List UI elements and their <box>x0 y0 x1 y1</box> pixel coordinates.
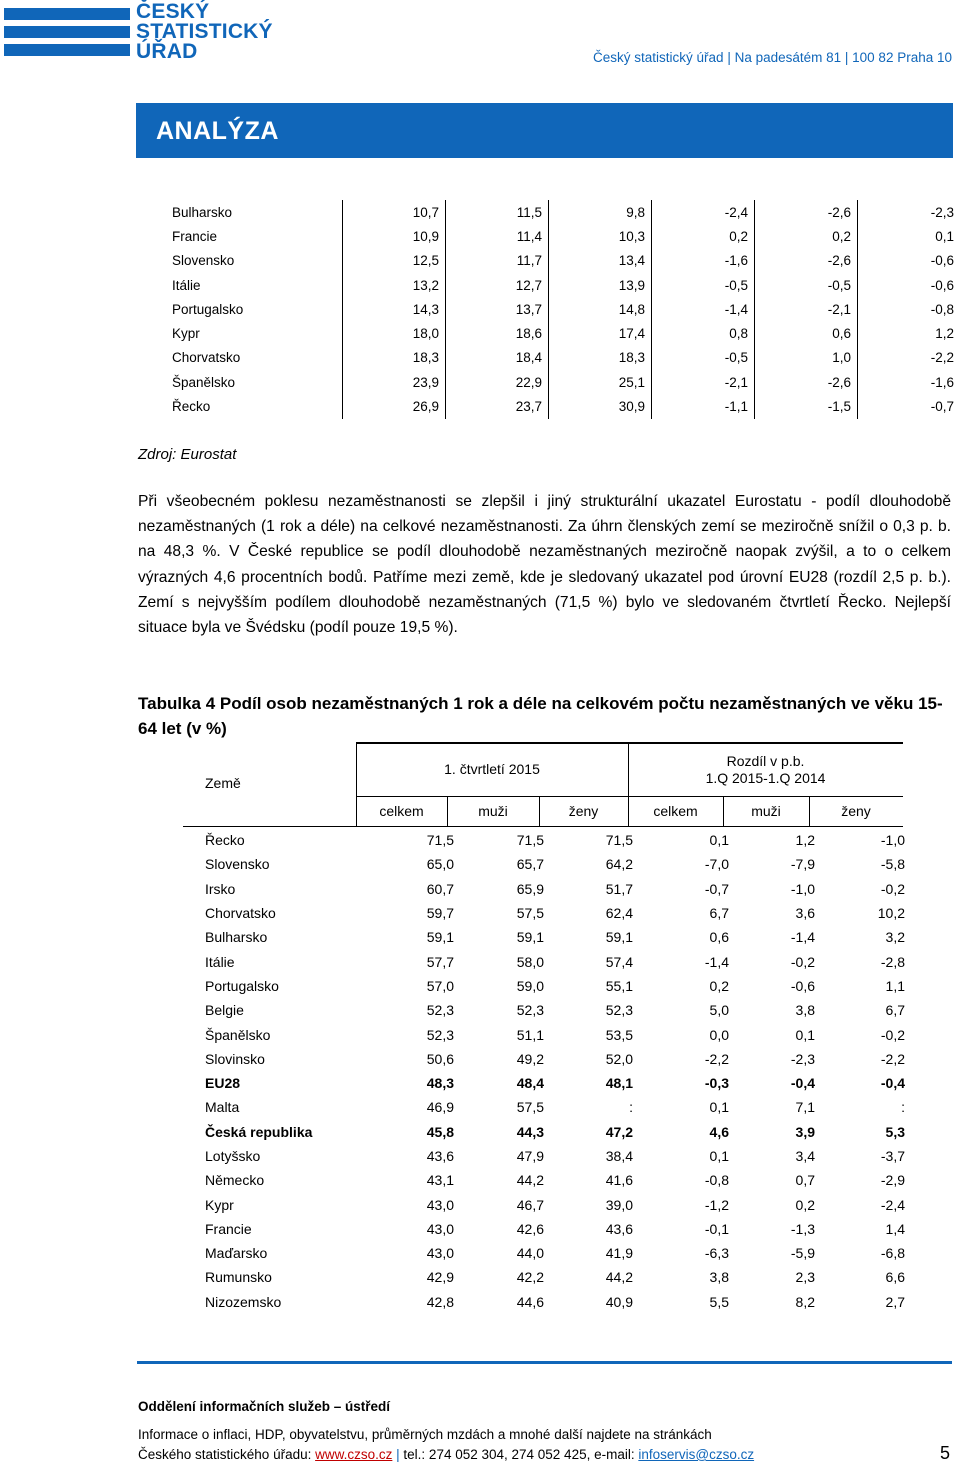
value-cell: 3,9 <box>795 1123 815 1140</box>
value-cell: -2,8 <box>880 953 905 970</box>
value-cell: 11,5 <box>446 200 549 224</box>
country-cell: Řecko <box>205 832 245 849</box>
footer-separator: | <box>396 1447 400 1462</box>
value-cell: 46,9 <box>426 1099 454 1116</box>
value-cell: 51,1 <box>516 1026 544 1043</box>
value-cell: 18,0 <box>343 321 446 345</box>
value-cell: -0,6 <box>858 273 960 297</box>
value-cell: 42,6 <box>516 1220 544 1237</box>
logo-bars <box>4 8 130 62</box>
table-row <box>166 394 960 418</box>
value-cell: 48,4 <box>516 1075 544 1092</box>
value-cell: -1,0 <box>880 832 905 849</box>
footer-prefix: Českého statistického úřadu: <box>138 1447 316 1462</box>
value-cell: 2,7 <box>885 1293 905 1310</box>
value-cell: 55,1 <box>605 977 633 994</box>
table-row <box>183 1265 911 1289</box>
country-cell: Německo <box>205 1172 265 1189</box>
column-group-header: Rozdíl v p.b. <box>726 753 805 769</box>
value-cell: 42,8 <box>426 1293 454 1310</box>
country-cell: Bulharsko <box>172 204 233 220</box>
value-cell: -1,2 <box>704 1196 729 1213</box>
value-cell: 5,3 <box>885 1123 905 1140</box>
value-cell: -2,3 <box>790 1050 815 1067</box>
value-cell: -0,1 <box>704 1220 729 1237</box>
value-cell: 25,1 <box>549 370 652 394</box>
country-cell: Belgie <box>205 1002 244 1019</box>
column-group-header: 1.Q 2015-1.Q 2014 <box>705 770 826 786</box>
column-subheader: celkem <box>379 803 424 819</box>
table-row <box>166 224 960 248</box>
value-cell: 57,7 <box>426 953 454 970</box>
value-cell: 57,4 <box>605 953 633 970</box>
value-cell: 58,0 <box>516 953 544 970</box>
value-cell: 71,5 <box>605 832 633 849</box>
value-cell: 62,4 <box>605 905 633 922</box>
country-cell: Lotyšsko <box>205 1148 261 1164</box>
value-cell: 65,0 <box>426 856 454 873</box>
value-cell: 10,9 <box>343 224 446 248</box>
body-paragraph: Při všeobecném poklesu nezaměstnanosti se zlepšil i jiný strukturální ukazatel Eurostatu - podíl dlouhodobě nezaměstnaných (1 rok a déle) na celkové nezaměstnanosti. Za úhrn členských zemí se meziročně snížil o 0,3 p. b. na 48,3 %. V České republice se podíl dlouhodobě nezaměstnaných meziročně naopak zvýšil, a to o celkem výrazných 4,6 procentních bodů. Patříme mezi země, kde je sledovaný ukazatel pod úrovní EU28 (rozdíl 2,5 p. b.). Zemí s nejvyšším podílem dlouhodobě nezaměstnaných (71,5 %) bylo ve sledovaném čtvrtletí Řecko. Nejlepší situace byla ve Švédsku (podíl pouze 19,5 %). <box>138 493 951 637</box>
top-table <box>166 200 960 419</box>
value-cell: -1,3 <box>790 1220 815 1237</box>
value-cell: -5,8 <box>880 856 905 873</box>
value-cell: 13,4 <box>549 249 652 273</box>
section-title: ANALÝZA <box>156 117 279 145</box>
table-row <box>183 1095 911 1119</box>
table-row <box>183 1192 911 1216</box>
value-cell: 26,9 <box>343 394 446 418</box>
value-cell: 8,2 <box>795 1293 815 1310</box>
value-cell: -0,6 <box>790 977 815 994</box>
value-cell: 60,7 <box>426 880 454 897</box>
country-cell: Irsko <box>205 880 236 897</box>
value-cell: 30,9 <box>549 394 652 418</box>
value-cell: 10,3 <box>549 224 652 248</box>
value-cell: 1,0 <box>755 346 858 370</box>
header-rule <box>356 796 903 797</box>
section-banner <box>136 103 953 158</box>
value-cell: 50,6 <box>426 1050 454 1067</box>
country-cell: Francie <box>172 228 218 244</box>
value-cell: 52,3 <box>426 1002 454 1019</box>
table-row <box>183 1217 911 1241</box>
value-cell: 2,3 <box>795 1269 815 1286</box>
value-cell: 0,1 <box>709 832 729 849</box>
value-cell: 43,0 <box>426 1196 454 1213</box>
value-cell: 12,5 <box>343 249 446 273</box>
value-cell: 18,4 <box>446 346 549 370</box>
table-row <box>166 346 960 370</box>
value-cell: -1,4 <box>704 953 729 970</box>
value-cell: 18,3 <box>549 346 652 370</box>
value-cell: 12,7 <box>446 273 549 297</box>
value-cell: -0,7 <box>858 394 960 418</box>
value-cell: 71,5 <box>426 832 454 849</box>
value-cell: 57,0 <box>426 977 454 994</box>
value-cell: 1,1 <box>885 977 905 994</box>
table-row <box>183 1290 911 1314</box>
value-cell: 42,9 <box>426 1269 454 1286</box>
value-cell: -2,6 <box>755 200 858 224</box>
value-cell: 6,6 <box>885 1269 905 1286</box>
value-cell: -0,5 <box>652 273 755 297</box>
footer-rule <box>137 1361 952 1364</box>
value-cell: 52,3 <box>426 1026 454 1043</box>
column-header-country: Země <box>205 775 241 791</box>
value-cell: 46,7 <box>516 1196 544 1213</box>
country-cell: Kypr <box>205 1196 234 1213</box>
country-cell: Španělsko <box>205 1026 271 1043</box>
country-cell: Portugalsko <box>172 301 244 317</box>
value-cell: -2,4 <box>652 200 755 224</box>
value-cell: 0,8 <box>652 321 755 345</box>
country-cell: Česká republika <box>205 1123 313 1140</box>
value-cell: -6,3 <box>704 1245 729 1262</box>
value-cell: 65,9 <box>516 880 544 897</box>
value-cell: 0,1 <box>709 1099 729 1116</box>
value-cell: -2,6 <box>755 249 858 273</box>
value-cell: 59,7 <box>426 905 454 922</box>
page-number: 5 <box>939 1443 950 1463</box>
value-cell: 0,1 <box>858 224 960 248</box>
value-cell: 5,0 <box>709 1002 729 1019</box>
value-cell: 43,0 <box>426 1245 454 1262</box>
country-cell: Itálie <box>172 277 201 293</box>
value-cell: 23,7 <box>446 394 549 418</box>
table-row <box>166 321 960 345</box>
table-row <box>183 901 911 925</box>
column-subheader: celkem <box>653 803 698 819</box>
table-row <box>183 949 911 973</box>
value-cell: 52,3 <box>605 1002 633 1019</box>
value-cell: -2,3 <box>858 200 960 224</box>
country-cell: Rumunsko <box>205 1269 272 1286</box>
table-row <box>166 370 960 394</box>
country-cell: Slovinsko <box>205 1050 265 1067</box>
value-cell: : <box>901 1099 905 1116</box>
value-cell: 0,1 <box>795 1026 815 1043</box>
country-cell: Chorvatsko <box>205 905 276 922</box>
country-cell: Portugalsko <box>205 977 279 994</box>
value-cell: : <box>629 1099 633 1116</box>
csu-logo <box>0 0 273 70</box>
country-cell: Slovensko <box>205 856 270 873</box>
value-cell: 23,9 <box>343 370 446 394</box>
value-cell: 3,4 <box>795 1148 815 1164</box>
value-cell: -3,7 <box>880 1148 905 1164</box>
value-cell: 18,3 <box>343 346 446 370</box>
table-row <box>183 1071 911 1095</box>
value-cell: 49,2 <box>516 1050 544 1067</box>
value-cell: 0,6 <box>755 321 858 345</box>
logo-line: ČESKÝ <box>136 0 210 23</box>
value-cell: 0,1 <box>709 1148 729 1164</box>
table-row <box>166 249 960 273</box>
value-cell: 1,2 <box>858 321 960 345</box>
header-rule <box>183 826 903 827</box>
value-cell: 43,6 <box>426 1148 454 1164</box>
value-cell: -0,5 <box>652 346 755 370</box>
value-cell: 0,7 <box>795 1172 815 1189</box>
table-row <box>183 1047 911 1071</box>
value-cell: 17,4 <box>549 321 652 345</box>
logo-line: STATISTICKÝ <box>136 20 273 43</box>
value-cell: -5,9 <box>790 1245 815 1262</box>
value-cell: -6,8 <box>880 1245 905 1262</box>
value-cell: 64,2 <box>605 856 633 873</box>
value-cell: 39,0 <box>605 1196 633 1213</box>
country-cell: Kypr <box>172 326 200 342</box>
footer-department: Oddělení informačních služeb – ústředí <box>138 1399 391 1414</box>
value-cell: 59,1 <box>605 929 633 946</box>
value-cell: 14,8 <box>549 297 652 321</box>
value-cell: 59,1 <box>516 929 544 946</box>
value-cell: -7,9 <box>790 856 815 873</box>
column-subheader: muži <box>751 803 781 819</box>
table-row <box>183 852 911 876</box>
value-cell: 0,2 <box>795 1196 815 1213</box>
country-cell: Bulharsko <box>205 929 268 946</box>
table-row <box>183 925 911 949</box>
value-cell: 42,2 <box>516 1269 544 1286</box>
value-cell: 44,0 <box>516 1245 544 1262</box>
value-cell: 0,2 <box>652 224 755 248</box>
value-cell: 3,2 <box>885 929 905 946</box>
table-row <box>183 877 911 901</box>
logo-bar <box>4 8 130 20</box>
value-cell: 13,2 <box>343 273 446 297</box>
value-cell: -2,2 <box>704 1050 729 1067</box>
value-cell: 11,7 <box>446 249 549 273</box>
value-cell: -0,6 <box>858 249 960 273</box>
table-row <box>183 828 911 852</box>
value-cell: 48,3 <box>426 1075 454 1092</box>
value-cell: -2,1 <box>652 370 755 394</box>
value-cell: 0,2 <box>709 977 729 994</box>
value-cell: -2,2 <box>858 346 960 370</box>
table-row <box>183 998 911 1022</box>
source-note: Zdroj: Eurostat <box>138 446 237 463</box>
value-cell: -7,0 <box>704 856 729 873</box>
value-cell: -0,3 <box>704 1075 729 1092</box>
value-cell: -0,8 <box>704 1172 729 1189</box>
value-cell: 13,9 <box>549 273 652 297</box>
table4-header <box>183 742 903 826</box>
value-cell: -2,9 <box>880 1172 905 1189</box>
column-subheader: ženy <box>841 803 871 819</box>
column-subheader: muži <box>478 803 508 819</box>
header-address: Český statistický úřad | Na padesátém 81 | 100 82 Praha 10 <box>593 50 952 65</box>
value-cell: 7,1 <box>795 1099 815 1116</box>
table-row <box>183 1168 911 1192</box>
table-row <box>183 1022 911 1046</box>
value-cell: 11,4 <box>446 224 549 248</box>
country-cell: Chorvatsko <box>172 350 241 366</box>
value-cell: 6,7 <box>709 905 729 922</box>
value-cell: 57,5 <box>516 1099 544 1116</box>
value-cell: -0,2 <box>880 1026 905 1043</box>
table-row <box>183 1120 911 1144</box>
column-group-header: 1. čtvrtletí 2015 <box>444 761 540 777</box>
table-row <box>166 200 960 224</box>
table4-title: Tabulka 4 Podíl osob nezaměstnaných 1 rok a déle na celkovém počtu nezaměstnaných ve věku 15-64 let (v %) <box>138 694 943 738</box>
value-cell: 13,7 <box>446 297 549 321</box>
logo-line: ÚŘAD <box>136 40 198 63</box>
value-cell: -2,2 <box>880 1050 905 1067</box>
country-cell: Malta <box>205 1099 240 1116</box>
value-cell: 48,1 <box>605 1075 633 1092</box>
country-cell: Slovensko <box>172 253 235 269</box>
value-cell: 53,5 <box>605 1026 633 1043</box>
country-cell: Španělsko <box>172 374 236 390</box>
value-cell: -0,5 <box>755 273 858 297</box>
website-link[interactable]: www.czso.cz <box>315 1447 393 1462</box>
value-cell: 1,4 <box>885 1220 905 1237</box>
value-cell: -2,1 <box>755 297 858 321</box>
value-cell: 44,6 <box>516 1293 544 1310</box>
logo-bar <box>4 26 130 38</box>
value-cell: -1,4 <box>652 297 755 321</box>
value-cell: 22,9 <box>446 370 549 394</box>
value-cell: 71,5 <box>516 832 544 849</box>
country-cell: EU28 <box>205 1075 241 1092</box>
value-cell: 65,7 <box>516 856 544 873</box>
value-cell: 59,1 <box>426 929 454 946</box>
table-row <box>183 1144 911 1168</box>
value-cell: 0,2 <box>755 224 858 248</box>
value-cell: 5,5 <box>709 1293 729 1310</box>
value-cell: 57,5 <box>516 905 544 922</box>
value-cell: 18,6 <box>446 321 549 345</box>
value-cell: 10,7 <box>343 200 446 224</box>
value-cell: -1,0 <box>790 880 815 897</box>
value-cell: 3,8 <box>795 1002 815 1019</box>
table4-body <box>183 828 911 1314</box>
value-cell: 0,0 <box>709 1026 729 1043</box>
column-subheader: ženy <box>568 803 599 819</box>
value-cell: 1,2 <box>795 832 815 849</box>
footer-info: Informace o inflaci, HDP, obyvatelstvu, průměrných mzdách a mnohé další najdete na stránkách <box>138 1427 712 1442</box>
value-cell: -1,6 <box>652 249 755 273</box>
footer-phone: tel.: 274 052 304, 274 052 425, e-mail: <box>403 1447 639 1462</box>
value-cell: 0,6 <box>709 929 729 946</box>
country-cell: Itálie <box>205 953 235 970</box>
country-cell: Francie <box>205 1220 252 1237</box>
value-cell: -1,4 <box>790 929 815 946</box>
value-cell: 44,3 <box>516 1123 544 1140</box>
value-cell: 43,6 <box>605 1220 633 1237</box>
header-rule <box>356 742 903 744</box>
value-cell: 40,9 <box>605 1293 633 1310</box>
table-row <box>183 974 911 998</box>
value-cell: 47,9 <box>516 1148 544 1164</box>
value-cell: 6,7 <box>885 1002 905 1019</box>
value-cell: -2,6 <box>755 370 858 394</box>
value-cell: -0,2 <box>880 880 905 897</box>
country-cell: Nizozemsko <box>205 1293 282 1310</box>
value-cell: -0,7 <box>704 880 729 897</box>
country-cell: Řecko <box>172 399 211 415</box>
value-cell: -0,2 <box>790 953 815 970</box>
value-cell: -0,8 <box>858 297 960 321</box>
value-cell: 3,6 <box>795 905 815 922</box>
table-row <box>183 1241 911 1265</box>
value-cell: 14,3 <box>343 297 446 321</box>
value-cell: -2,4 <box>880 1196 905 1213</box>
value-cell: 47,2 <box>605 1123 633 1140</box>
value-cell: 3,8 <box>709 1269 729 1286</box>
value-cell: 59,0 <box>516 977 544 994</box>
table-row <box>166 273 960 297</box>
value-cell: 45,8 <box>426 1123 454 1140</box>
value-cell: -1,5 <box>755 394 858 418</box>
value-cell: -1,6 <box>858 370 960 394</box>
value-cell: 41,6 <box>605 1172 633 1189</box>
value-cell: 44,2 <box>605 1269 633 1286</box>
value-cell: -0,4 <box>880 1075 905 1092</box>
value-cell: 10,2 <box>877 905 905 922</box>
value-cell: 41,9 <box>605 1245 633 1262</box>
logo-text <box>136 2 273 62</box>
value-cell: 43,1 <box>426 1172 454 1189</box>
value-cell: 52,0 <box>605 1050 633 1067</box>
value-cell: 4,6 <box>709 1123 729 1140</box>
value-cell: 38,4 <box>605 1148 633 1164</box>
value-cell: 43,0 <box>426 1220 454 1237</box>
value-cell: -0,4 <box>790 1075 815 1092</box>
value-cell: 44,2 <box>516 1172 544 1189</box>
country-cell: Maďarsko <box>205 1245 268 1262</box>
footer-contact <box>138 1447 754 1462</box>
table-row <box>166 297 960 321</box>
email-link[interactable]: infoservis@czso.cz <box>638 1447 755 1462</box>
value-cell: 9,8 <box>549 200 652 224</box>
value-cell: -1,1 <box>652 394 755 418</box>
value-cell: 52,3 <box>516 1002 544 1019</box>
value-cell: 51,7 <box>605 880 633 897</box>
logo-bar <box>4 44 130 56</box>
